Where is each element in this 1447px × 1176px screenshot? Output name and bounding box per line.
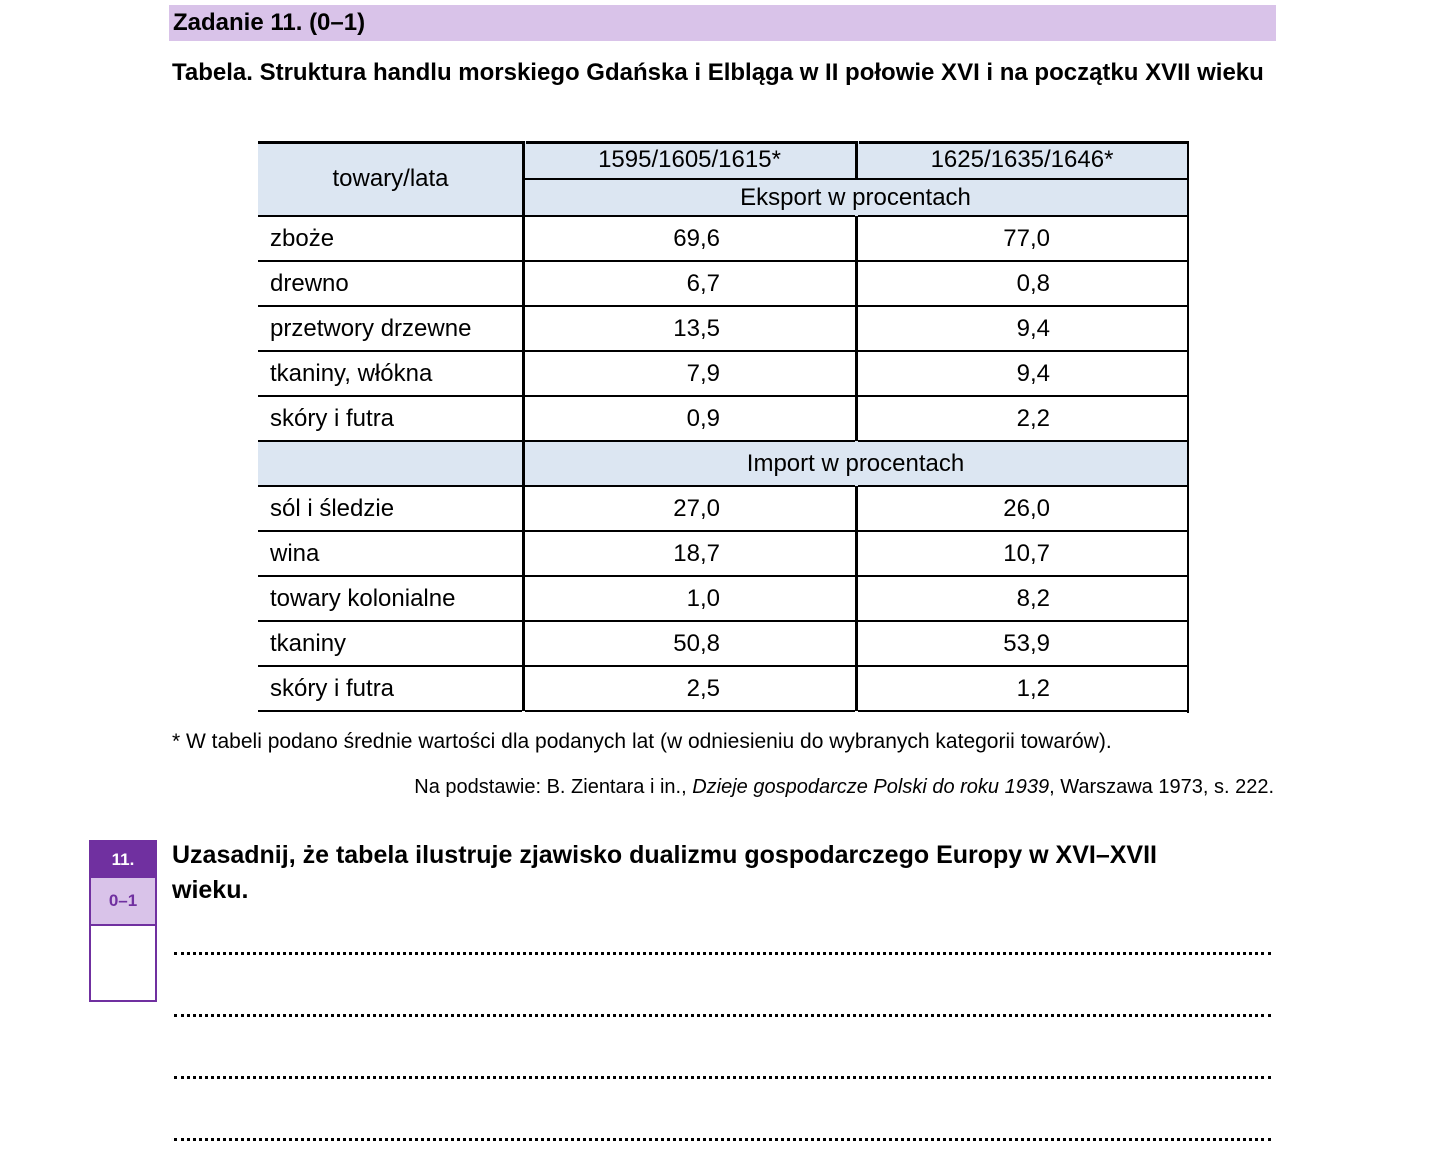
hline-right [858, 575, 1188, 577]
row-label: drewno [270, 269, 349, 297]
source-citation [414, 773, 1274, 801]
hline-left [258, 395, 522, 397]
hline-mid [525, 215, 855, 217]
hline-left [258, 665, 522, 667]
hline-mid [525, 620, 855, 622]
hline-right [858, 530, 1188, 532]
row-label: sól i śledzie [270, 494, 395, 522]
vline-2-top [855, 141, 858, 179]
hline-left [258, 710, 522, 712]
value-col2: 0,8 [1016, 269, 1050, 297]
score-field[interactable] [91, 926, 155, 1000]
value-col2: 1,2 [1016, 674, 1050, 702]
table-caption: Tabela. Struktura handlu morskiego Gdańska i Elbląga w II połowie XVI i na początku XVII wieku [172, 59, 1264, 86]
vline-1 [522, 141, 525, 711]
row-label: towary kolonialne [270, 584, 456, 612]
hline-top-left [258, 141, 523, 144]
task-header [169, 5, 1276, 41]
answer-line-1[interactable] [174, 952, 1271, 955]
footnote: * W tabeli podano średnie wartości dla podanych lat (w odniesieniu do wybranych kategorii towarów). [172, 730, 1112, 753]
source-suffix: , Warszawa 1973, s. 222. [1049, 776, 1274, 798]
value-col2: 77,0 [1003, 224, 1050, 252]
hline-mid [525, 710, 855, 712]
hline-top-mid [526, 141, 855, 144]
row-label: tkaniny [270, 629, 347, 657]
hline-right [858, 215, 1188, 217]
hline-left [258, 620, 522, 622]
task-instruction: Uzasadnij, że tabela ilustruje zjawisko dualizmu gospodarczego Europy w XVI–XVII wieku. [172, 841, 1157, 904]
row-label: skóry i futra [270, 404, 395, 432]
col-header-2: 1625/1635/1646* [930, 146, 1114, 173]
value-col1: 13,5 [673, 314, 720, 342]
answer-line-2[interactable] [174, 1014, 1271, 1017]
hline-right [858, 350, 1188, 352]
hline-mid [525, 305, 855, 307]
hline-left [258, 530, 522, 532]
source-title: Dzieje gospodarcze Polski do roku 1939 [692, 776, 1050, 798]
value-col1: 27,0 [673, 494, 720, 522]
hline-mid [525, 530, 855, 532]
value-col2: 9,4 [1016, 359, 1050, 387]
value-col1: 69,6 [673, 224, 720, 252]
hline-left [258, 260, 522, 262]
task-score-box [89, 840, 157, 1002]
hline-mid [525, 350, 855, 352]
value-col2: 8,2 [1016, 584, 1050, 612]
value-col1: 1,0 [686, 584, 720, 612]
answer-line-4[interactable] [174, 1138, 1271, 1141]
task-header-text: Zadanie 11. (0–1) [173, 9, 366, 36]
value-col2: 53,9 [1003, 629, 1050, 657]
col-header-1: 1595/1605/1615* [598, 146, 781, 173]
value-col1: 2,5 [686, 674, 720, 702]
hline-mid [525, 395, 855, 397]
hline-top-right [859, 141, 1188, 144]
row-label: tkaniny, włókna [270, 359, 433, 387]
hline-right [858, 485, 1188, 487]
hline-mid [525, 440, 855, 442]
hline-right [858, 665, 1188, 667]
hline-right [858, 620, 1188, 622]
answer-line-3[interactable] [174, 1076, 1271, 1079]
hline-right [858, 710, 1188, 712]
hline-left [258, 215, 522, 217]
hline-mid [525, 260, 855, 262]
row-header-label: towary/lata [332, 164, 449, 192]
row-label: zboże [270, 224, 335, 252]
hline-right [858, 305, 1188, 307]
value-col2: 26,0 [1003, 494, 1050, 522]
hline-mid [525, 575, 855, 577]
hline-left [258, 350, 522, 352]
hline-left [258, 575, 522, 577]
value-col2: 10,7 [1003, 539, 1050, 567]
vline-2-export [855, 216, 858, 441]
value-col1: 50,8 [673, 629, 720, 657]
value-col1: 0,9 [686, 404, 720, 432]
hline-mid [525, 665, 855, 667]
export-label: Eksport w procentach [740, 183, 971, 211]
value-col1: 7,9 [686, 359, 720, 387]
vline-right [1187, 141, 1189, 713]
hline-right [858, 260, 1188, 262]
hline-left [258, 305, 522, 307]
hline-left [258, 485, 522, 487]
row-label: skóry i futra [270, 674, 395, 702]
value-col2: 9,4 [1016, 314, 1050, 342]
value-col2: 2,2 [1016, 404, 1050, 432]
row-label: wina [270, 539, 320, 567]
vline-2-import [855, 486, 858, 711]
hline-left [258, 440, 522, 442]
value-col1: 18,7 [673, 539, 720, 567]
value-col1: 6,7 [686, 269, 720, 297]
task-number: 11. [91, 842, 155, 878]
task-points: 0–1 [91, 878, 155, 926]
hline-right [858, 395, 1188, 397]
source-prefix: Na podstawie: B. Zientara i in., [414, 776, 693, 798]
hline-right [858, 440, 1188, 442]
import-label: Import w procentach [746, 449, 965, 477]
row-label: przetwory drzewne [270, 314, 472, 342]
hline-mid [525, 485, 855, 487]
